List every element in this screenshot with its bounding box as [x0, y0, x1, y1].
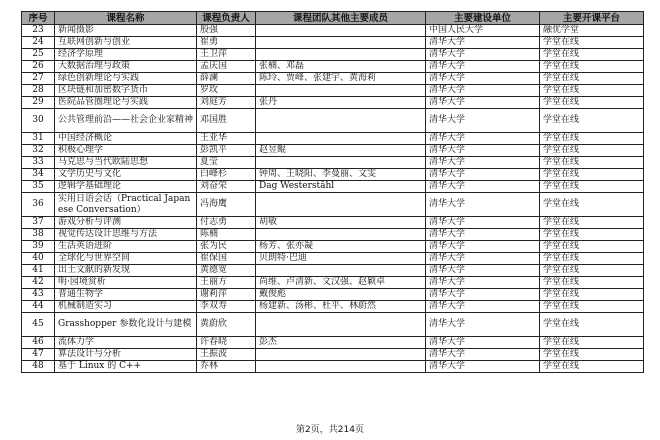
cell-course-name: 基于 Linux 的 C++	[55, 361, 197, 373]
cell-unit: 清华大学	[426, 85, 540, 97]
table-row	[22, 265, 644, 277]
cell-course-name: 实用日语会话（Practical Japanese Conversation）	[55, 193, 197, 217]
cell-index: 32	[22, 145, 55, 157]
table-row	[22, 97, 644, 109]
cell-index: 25	[22, 49, 55, 61]
cell-index: 31	[22, 133, 55, 145]
table-row	[22, 253, 644, 265]
cell-team: Dag Westerståhl	[256, 181, 426, 193]
table-header-row	[22, 12, 644, 25]
cell-lead: 黄蔚欣	[197, 313, 256, 337]
cell-team	[256, 265, 426, 277]
cell-unit: 清华大学	[426, 349, 540, 361]
cell-unit: 清华大学	[426, 289, 540, 301]
cell-lead: 张为民	[197, 241, 256, 253]
table-row	[22, 229, 644, 241]
cell-lead: 王丽方	[197, 277, 256, 289]
cell-platform: 学堂在线	[540, 61, 644, 73]
cell-index: 45	[22, 313, 55, 337]
cell-lead: 罗玫	[197, 85, 256, 97]
cell-index: 35	[22, 181, 55, 193]
cell-team	[256, 361, 426, 373]
cell-index: 44	[22, 301, 55, 313]
cell-platform: 学堂在线	[540, 241, 644, 253]
cell-platform: 学堂在线	[540, 181, 644, 193]
cell-team: 贝朗特·巴迪	[256, 253, 426, 265]
cell-team: 尚维、卢清新、文汉强、赵颖卓	[256, 277, 426, 289]
cell-index: 26	[22, 61, 55, 73]
cell-platform: 学堂在线	[540, 217, 644, 229]
cell-course-name: 医院品管圈理论与实践	[55, 97, 197, 109]
cell-index: 42	[22, 277, 55, 289]
cell-lead: 崔勇	[197, 37, 256, 49]
table-row	[22, 169, 644, 181]
cell-team: 钟周、王晓阳、李曼丽、文雯	[256, 169, 426, 181]
cell-lead: 谢莉萍	[197, 289, 256, 301]
cell-unit: 清华大学	[426, 265, 540, 277]
table-row	[22, 349, 644, 361]
page-number: 第2页，共214页	[296, 425, 364, 435]
header-team: 课程团队其他主要成员	[256, 12, 426, 25]
cell-unit: 中国人民大学	[426, 25, 540, 37]
cell-team	[256, 25, 426, 37]
table-row	[22, 241, 644, 253]
cell-team: 胡敏	[256, 217, 426, 229]
cell-index: 24	[22, 37, 55, 49]
cell-lead: 冯海鹰	[197, 193, 256, 217]
cell-lead: 李双寿	[197, 301, 256, 313]
cell-team	[256, 157, 426, 169]
cell-unit: 清华大学	[426, 361, 540, 373]
cell-lead: 乔林	[197, 361, 256, 373]
cell-platform: 学堂在线	[540, 265, 644, 277]
cell-course-name: 明·园境赏析	[55, 277, 197, 289]
cell-unit: 清华大学	[426, 49, 540, 61]
cell-team: 杨建新、汤彬、杜平、林蔚然	[256, 301, 426, 313]
cell-team: 戴俊彪	[256, 289, 426, 301]
cell-course-name: 新闻摄影	[55, 25, 197, 37]
cell-course-name: 游戏分析与评测	[55, 217, 197, 229]
cell-platform: 学堂在线	[540, 193, 644, 217]
cell-course-name: 互联网创新与创业	[55, 37, 197, 49]
table-row	[22, 361, 644, 373]
cell-team	[256, 313, 426, 337]
cell-course-name: Grasshopper 参数化设计与建模	[55, 313, 197, 337]
table-row	[22, 85, 644, 97]
cell-team: 彭杰	[256, 337, 426, 349]
cell-unit: 清华大学	[426, 157, 540, 169]
cell-team: 张楠、邓磊	[256, 61, 426, 73]
table-row	[22, 109, 644, 133]
header-unit: 主要建设单位	[426, 12, 540, 25]
cell-lead: 薛澜	[197, 73, 256, 85]
cell-platform: 学堂在线	[540, 313, 644, 337]
cell-platform: 学堂在线	[540, 277, 644, 289]
cell-platform: 学堂在线	[540, 169, 644, 181]
cell-unit: 清华大学	[426, 313, 540, 337]
cell-course-name: 生活英语进阶	[55, 241, 197, 253]
cell-course-name: 算法设计与分析	[55, 349, 197, 361]
cell-index: 48	[22, 361, 55, 373]
cell-team	[256, 37, 426, 49]
cell-platform: 学堂在线	[540, 97, 644, 109]
cell-lead: 王振波	[197, 349, 256, 361]
cell-index: 28	[22, 85, 55, 97]
cell-unit: 清华大学	[426, 229, 540, 241]
cell-platform: 学堂在线	[540, 361, 644, 373]
table-row	[22, 133, 644, 145]
cell-team	[256, 133, 426, 145]
cell-lead: 白峰杉	[197, 169, 256, 181]
cell-team	[256, 229, 426, 241]
cell-course-name: 公共管理前沿——社会企业家精神	[55, 109, 197, 133]
cell-unit: 清华大学	[426, 37, 540, 49]
table-row	[22, 313, 644, 337]
table-row	[22, 157, 644, 169]
cell-course-name: 中国经济概论	[55, 133, 197, 145]
cell-platform: 学堂在线	[540, 289, 644, 301]
cell-team	[256, 349, 426, 361]
cell-course-name: 视觉传达设计思维与方法	[55, 229, 197, 241]
header-course-name: 课程名称	[55, 12, 197, 25]
cell-lead: 刘庭芳	[197, 97, 256, 109]
header-lead: 课程负责人	[197, 12, 256, 25]
cell-unit: 清华大学	[426, 181, 540, 193]
cell-index: 23	[22, 25, 55, 37]
table-row	[22, 193, 644, 217]
cell-course-name: 逻辑学基础理论	[55, 181, 197, 193]
cell-lead: 陈楠	[197, 229, 256, 241]
cell-unit: 清华大学	[426, 109, 540, 133]
cell-platform: 学堂在线	[540, 229, 644, 241]
cell-lead: 刘奋荣	[197, 181, 256, 193]
cell-index: 36	[22, 193, 55, 217]
table-row	[22, 145, 644, 157]
cell-lead: 殷强	[197, 25, 256, 37]
cell-platform: 学堂在线	[540, 337, 644, 349]
cell-index: 43	[22, 289, 55, 301]
table-row	[22, 181, 644, 193]
course-list-page	[21, 11, 643, 373]
cell-team: 陈玲、贾峰、张建宇、黄海莉	[256, 73, 426, 85]
cell-platform: 学堂在线	[540, 49, 644, 61]
cell-index: 27	[22, 73, 55, 85]
cell-platform: 学堂在线	[540, 73, 644, 85]
cell-unit: 清华大学	[426, 337, 540, 349]
cell-platform: 学堂在线	[540, 145, 644, 157]
table-row	[22, 73, 644, 85]
cell-course-name: 流体力学	[55, 337, 197, 349]
cell-team	[256, 109, 426, 133]
table-row	[22, 61, 644, 73]
table-row	[22, 337, 644, 349]
cell-index: 34	[22, 169, 55, 181]
cell-unit: 清华大学	[426, 193, 540, 217]
cell-course-name: 绿色创新理论与实践	[55, 73, 197, 85]
cell-unit: 清华大学	[426, 241, 540, 253]
table-row	[22, 277, 644, 289]
cell-index: 37	[22, 217, 55, 229]
cell-unit: 清华大学	[426, 217, 540, 229]
cell-index: 41	[22, 265, 55, 277]
cell-index: 38	[22, 229, 55, 241]
cell-course-name: 全球化与世界空间	[55, 253, 197, 265]
cell-index: 29	[22, 97, 55, 109]
cell-platform: 学堂在线	[540, 349, 644, 361]
cell-lead: 崔保国	[197, 253, 256, 265]
cell-unit: 清华大学	[426, 301, 540, 313]
header-index: 序号	[22, 12, 55, 25]
cell-unit: 清华大学	[426, 133, 540, 145]
cell-index: 33	[22, 157, 55, 169]
cell-team: 张丹	[256, 97, 426, 109]
cell-team	[256, 49, 426, 61]
table-row	[22, 301, 644, 313]
cell-unit: 清华大学	[426, 277, 540, 289]
cell-platform: 学堂在线	[540, 37, 644, 49]
cell-lead: 黄德宽	[197, 265, 256, 277]
cell-course-name: 区块链和加密数字货币	[55, 85, 197, 97]
cell-platform: 学堂在线	[540, 109, 644, 133]
cell-index: 40	[22, 253, 55, 265]
cell-platform: 融优学堂	[540, 25, 644, 37]
table-row	[22, 289, 644, 301]
cell-platform: 学堂在线	[540, 85, 644, 97]
cell-team	[256, 193, 426, 217]
table-row	[22, 37, 644, 49]
cell-index: 47	[22, 349, 55, 361]
cell-course-name: 经济学原理	[55, 49, 197, 61]
cell-index: 30	[22, 109, 55, 133]
cell-index: 39	[22, 241, 55, 253]
table-row	[22, 217, 644, 229]
header-platform: 主要开课平台	[540, 12, 644, 25]
cell-platform: 学堂在线	[540, 301, 644, 313]
cell-course-name: 积极心理学	[55, 145, 197, 157]
cell-lead: 夏莹	[197, 157, 256, 169]
table-row	[22, 49, 644, 61]
cell-course-name: 机械制造实习	[55, 301, 197, 313]
cell-unit: 清华大学	[426, 145, 540, 157]
cell-index: 46	[22, 337, 55, 349]
cell-lead: 王卫萍	[197, 49, 256, 61]
cell-platform: 学堂在线	[540, 157, 644, 169]
table-row	[22, 25, 644, 37]
course-table	[21, 11, 644, 373]
cell-unit: 清华大学	[426, 61, 540, 73]
cell-lead: 孟庆国	[197, 61, 256, 73]
cell-course-name: 普通生物学	[55, 289, 197, 301]
cell-team: 杨芳、张亦凝	[256, 241, 426, 253]
cell-course-name: 出土文献的新发现	[55, 265, 197, 277]
cell-unit: 清华大学	[426, 253, 540, 265]
cell-course-name: 马克思与当代欧陆思想	[55, 157, 197, 169]
cell-course-name: 大数据治理与政策	[55, 61, 197, 73]
cell-lead: 付志勇	[197, 217, 256, 229]
cell-unit: 清华大学	[426, 73, 540, 85]
cell-platform: 学堂在线	[540, 253, 644, 265]
cell-lead: 彭凯平	[197, 145, 256, 157]
cell-team	[256, 85, 426, 97]
cell-team: 赵昱鲲	[256, 145, 426, 157]
cell-course-name: 文学历史与文化	[55, 169, 197, 181]
cell-lead: 王亚华	[197, 133, 256, 145]
cell-unit: 清华大学	[426, 97, 540, 109]
cell-lead: 邓国胜	[197, 109, 256, 133]
cell-platform: 学堂在线	[540, 133, 644, 145]
table-body	[22, 25, 644, 373]
cell-lead: 许春晓	[197, 337, 256, 349]
cell-unit: 清华大学	[426, 169, 540, 181]
